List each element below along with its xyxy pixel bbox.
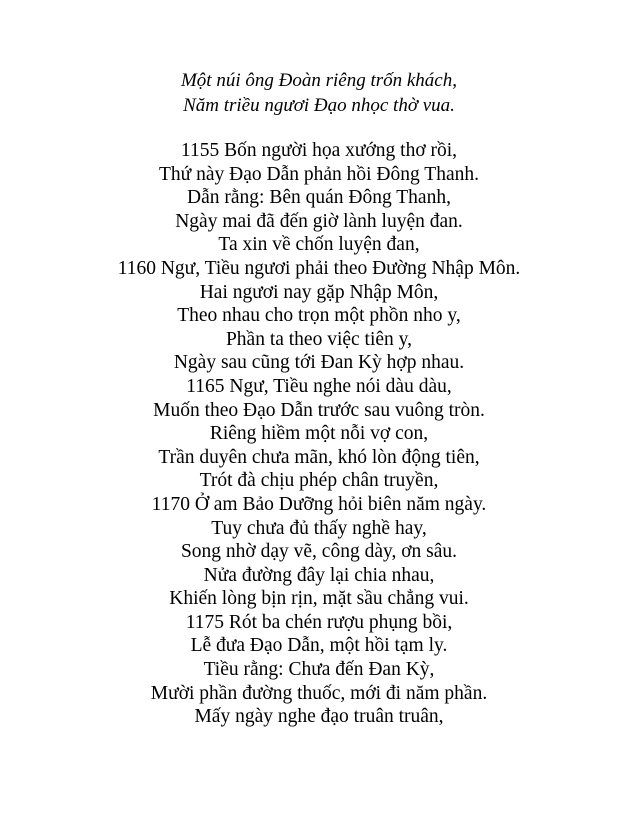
poem-line: 1155 Bốn người họa xướng thơ rồi,: [180, 140, 458, 161]
poem-line: 1160 Ngư, Tiều ngươi phải theo Đường Nhập Môn.: [117, 257, 521, 279]
intro-line: Một núi ông Đoàn riêng trốn khách,: [180, 70, 457, 91]
poem-line: Muốn theo Đạo Dẫn trước sau vuông tròn.: [153, 399, 485, 421]
poem-line: 1165 Ngư, Tiều nghe nói dàu dàu,: [186, 375, 452, 397]
poem-line: Trót đà chịu phép chân truyền,: [199, 470, 439, 492]
poem-line: Phần ta theo việc tiên y,: [225, 328, 413, 350]
poem-line: Ta xin về chốn luyện đan,: [218, 234, 420, 256]
poem-line: Mấy ngày nghe đạo truân truân,: [194, 706, 444, 728]
poem-line: Trần duyên chưa mãn, khó lòn động tiên,: [158, 446, 480, 468]
poem-line: Khiến lòng bịn rịn, mặt sầu chẳng vui.: [169, 588, 469, 610]
poem-line: Tiều rằng: Chưa đến Đan Kỳ,: [203, 659, 435, 681]
poem-line: 1175 Rót ba chén rượu phụng bồi,: [185, 611, 453, 633]
poem-line: Mười phần đường thuốc, mới đi năm phần.: [150, 682, 488, 704]
poem-line: 1170 Ở am Bảo Dưỡng hỏi biên năm ngày.: [151, 493, 487, 515]
poem-line: Theo nhau cho trọn một phồn nho y,: [177, 305, 461, 327]
poem-line: Lễ đưa Đạo Dẫn, một hồi tạm ly.: [190, 635, 448, 657]
intro-line: Năm triều ngươi Đạo nhọc thờ vua.: [183, 94, 455, 116]
poem-line: Riêng hiềm một nỗi vợ con,: [209, 423, 429, 445]
poem-line: Dẫn rằng: Bên quán Đông Thanh,: [187, 187, 451, 209]
poem-line: Hai ngươi nay gặp Nhập Môn,: [199, 281, 439, 303]
poem-line: Ngày mai đã đến giờ lành luyện đan.: [175, 210, 463, 232]
poem-line: Tuy chưa đủ thấy nghề hay,: [211, 517, 427, 539]
poem-line: Song nhờ dạy vẽ, công dày, ơn sâu.: [180, 541, 458, 563]
intro-verse: [0, 69, 638, 118]
poem-line: Nửa đường đây lại chia nhau,: [203, 564, 435, 586]
poem-line: Ngày sau cũng tới Đan Kỳ hợp nhau.: [173, 352, 465, 374]
poem-line: Thứ này Đạo Dẫn phản hồi Đông Thanh.: [159, 163, 479, 185]
poem-body: [0, 139, 638, 729]
